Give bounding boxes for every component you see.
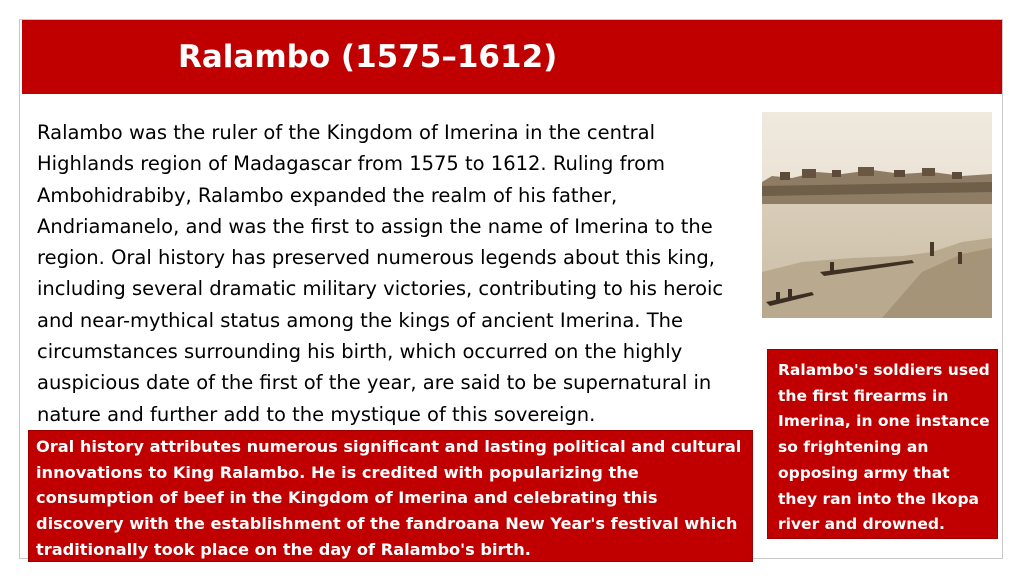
- body-text: Ralambo was the ruler of the Kingdom of Imerina in the central Highlands region of Madagascar from 1575 to 1612. Ruling from Ambohidrabiby, Ralambo expanded the realm of his father, Andriamanelo, and was the first to assign the name of Imerina to the region. Oral history has preserved numerous legends about this king, including several dramatic military victories, contributing to his heroic and near-mythical status among the kings of ancient Imerina. The circumstances surrounding his birth, which occurred on the highly auspicious date of the first of the year, are said to be supernatural in nature and further add to the mystique of this sovereign.: [37, 121, 724, 426]
- river-canoe-photo-drawing: [762, 112, 992, 318]
- callout-soldiers-firearms: Ralambo's soldiers used the first firearms in Imerina, in one instance so frightening an opposing army that they ran into the Ikopa river and drowned.: [767, 349, 998, 539]
- callout-oral-history: Oral history attributes numerous significant and lasting political and cultural innovations to King Ralambo. He is credited with popularizing the consumption of beef in the Kingdom of Imerina and celebrating this discovery with the establishment of the fandroana New Year's festival which traditionally took place on the day of Ralambo's birth.: [28, 430, 753, 562]
- slide-title: Ralambo (1575–1612): [178, 39, 558, 75]
- river-canoe-photo: [762, 112, 992, 318]
- title-bar: [22, 20, 1002, 94]
